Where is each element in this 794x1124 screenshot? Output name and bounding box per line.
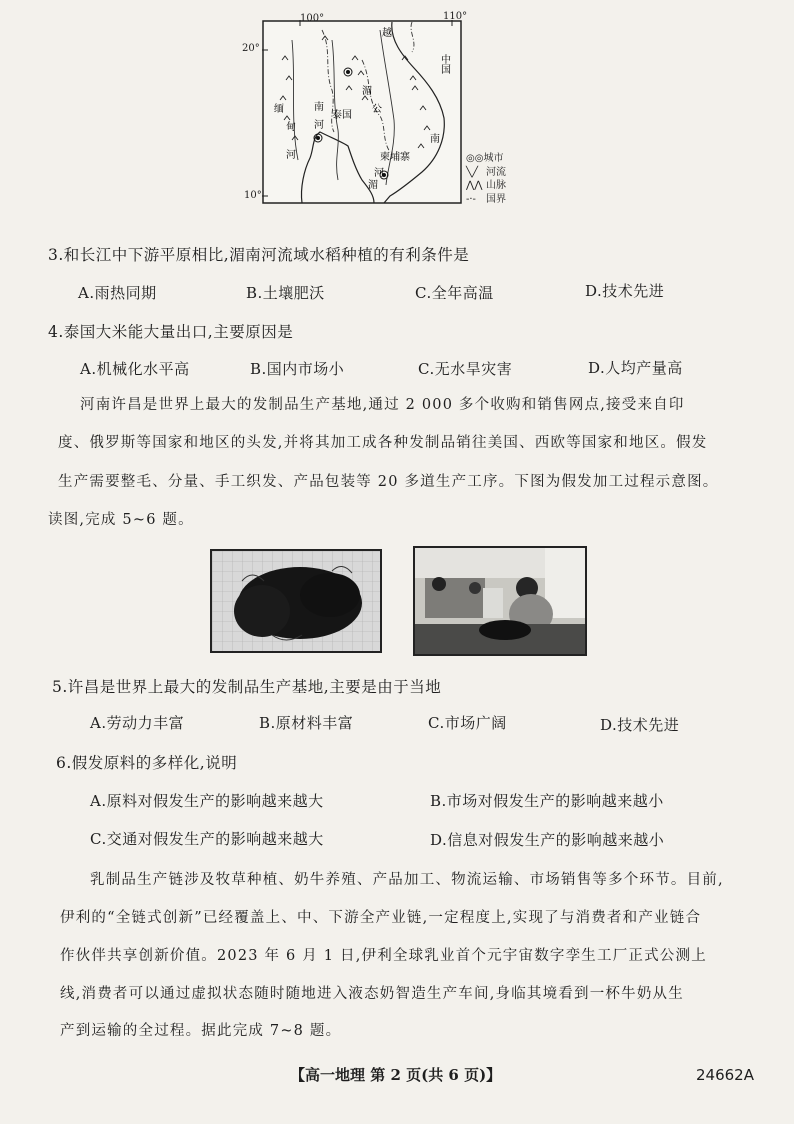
- map-label-zhongguo: 中国: [438, 54, 450, 74]
- wig-hair-photo: [210, 549, 382, 653]
- question-3-option-a[interactable]: A.雨热同期: [78, 284, 157, 302]
- map-label-nan2: 南: [430, 134, 440, 145]
- question-3-option-b[interactable]: B.土壤肥沃: [246, 284, 325, 302]
- exam-code: 24662A: [696, 1066, 754, 1084]
- passage-2-line-1: 乳制品生产链涉及牧草种植、奶牛养殖、产品加工、物流运输、市场销售等多个环节。目前,: [90, 872, 724, 888]
- map-label-he1: 河: [286, 150, 296, 161]
- passage-2-line-3: 作伙伴共享创新价值。2023 年 6 月 1 日,伊利全球乳业首个元宇宙数字孪生工厂正式公测上: [60, 948, 707, 964]
- map-label-mei2: 湄: [368, 180, 378, 191]
- river-icon: ╲╱: [466, 166, 479, 178]
- question-5-option-c[interactable]: C.市场广阔: [428, 714, 507, 732]
- question-3-stem: 3.和长江中下游平原相比,湄南河流域水稻种植的有利条件是: [48, 246, 470, 264]
- map-legend: ◎◎城市 ╲╱ 河流 ⋀⋀ 山脉 -·- 国界: [466, 153, 506, 205]
- question-4-option-a[interactable]: A.机械化水平高: [80, 360, 190, 378]
- mountain-icon: ⋀⋀: [466, 180, 483, 191]
- map-label-he2: 河: [314, 120, 324, 131]
- border-icon: -·-: [466, 193, 476, 205]
- passage-1-line-2: 度、俄罗斯等国家和地区的头发,并将其加工成各种发制品销往美国、西欧等国家和地区。假发: [58, 435, 708, 451]
- question-4-option-b[interactable]: B.国内市场小: [250, 360, 345, 378]
- map-label-mei1: 湄: [362, 86, 372, 97]
- passage-2-line-2: 伊利的“全链式创新”已经覆盖上、中、下游全产业链,一定程度上,实现了与消费者和产业链合: [60, 910, 702, 926]
- map-label-jianpuzhai: 柬埔寨: [380, 152, 410, 163]
- lon-110-label: 110°: [443, 11, 468, 22]
- passage-2-line-5: 产到运输的全过程。据此完成 7~8 题。: [60, 1023, 342, 1039]
- question-5-option-b[interactable]: B.原材料丰富: [259, 714, 354, 732]
- question-6-stem: 6.假发原料的多样化,说明: [56, 754, 238, 772]
- passage-1-line-4: 读图,完成 5~6 题。: [48, 512, 194, 528]
- map-label-dian: 甸: [286, 122, 296, 133]
- question-6-option-d[interactable]: D.信息对假发生产的影响越来越小: [430, 831, 665, 849]
- passage-2-line-4: 线,消费者可以通过虚拟状态随时随地进入液态奶智造生产车间,身临其境看到一杯牛奶从生: [60, 986, 684, 1002]
- question-3-option-d[interactable]: D.技术先进: [585, 282, 665, 300]
- city-icon: ◎◎: [466, 153, 484, 164]
- map-label-mian: 缅: [274, 104, 284, 115]
- map-label-he3: 河: [374, 168, 384, 179]
- question-5-option-d[interactable]: D.技术先进: [600, 716, 680, 734]
- question-6-option-a[interactable]: A.原料对假发生产的影响越来越大: [90, 792, 324, 810]
- southeast-asia-map: [262, 20, 462, 204]
- wig-workshop-photo: [413, 546, 587, 656]
- question-6-option-c[interactable]: C.交通对假发生产的影响越来越大: [90, 830, 324, 848]
- lat-10-label: 10°: [244, 190, 262, 201]
- map-label-yue: 越: [382, 28, 392, 39]
- question-4-option-c[interactable]: C.无水旱灾害: [418, 360, 513, 378]
- passage-1-line-1: 河南许昌是世界上最大的发制品生产基地,通过 2 000 多个收购和销售网点,接受来自印: [80, 397, 685, 413]
- map-label-nan: 南: [314, 102, 324, 113]
- question-5-stem: 5.许昌是世界上最大的发制品生产基地,主要是由于当地: [52, 678, 442, 696]
- question-6-option-b[interactable]: B.市场对假发生产的影响越来越小: [430, 792, 664, 810]
- page-footer: 【高一地理 第 2 页(共 6 页)】: [290, 1066, 502, 1084]
- map-label-gong: 公: [372, 104, 382, 115]
- question-3-option-c[interactable]: C.全年高温: [415, 284, 494, 302]
- map-label-taiguo: 泰国: [332, 110, 352, 121]
- question-4-stem: 4.泰国大米能大量出口,主要原因是: [48, 323, 294, 341]
- question-4-option-d[interactable]: D.人均产量高: [588, 359, 683, 377]
- question-5-option-a[interactable]: A.劳动力丰富: [90, 714, 185, 732]
- lon-100-label: 100°: [300, 13, 325, 24]
- passage-1-line-3: 生产需要整毛、分量、手工织发、产品包装等 20 多道生产工序。下图为假发加工过程示意图。: [58, 474, 719, 490]
- lat-20-label: 20°: [242, 43, 260, 54]
